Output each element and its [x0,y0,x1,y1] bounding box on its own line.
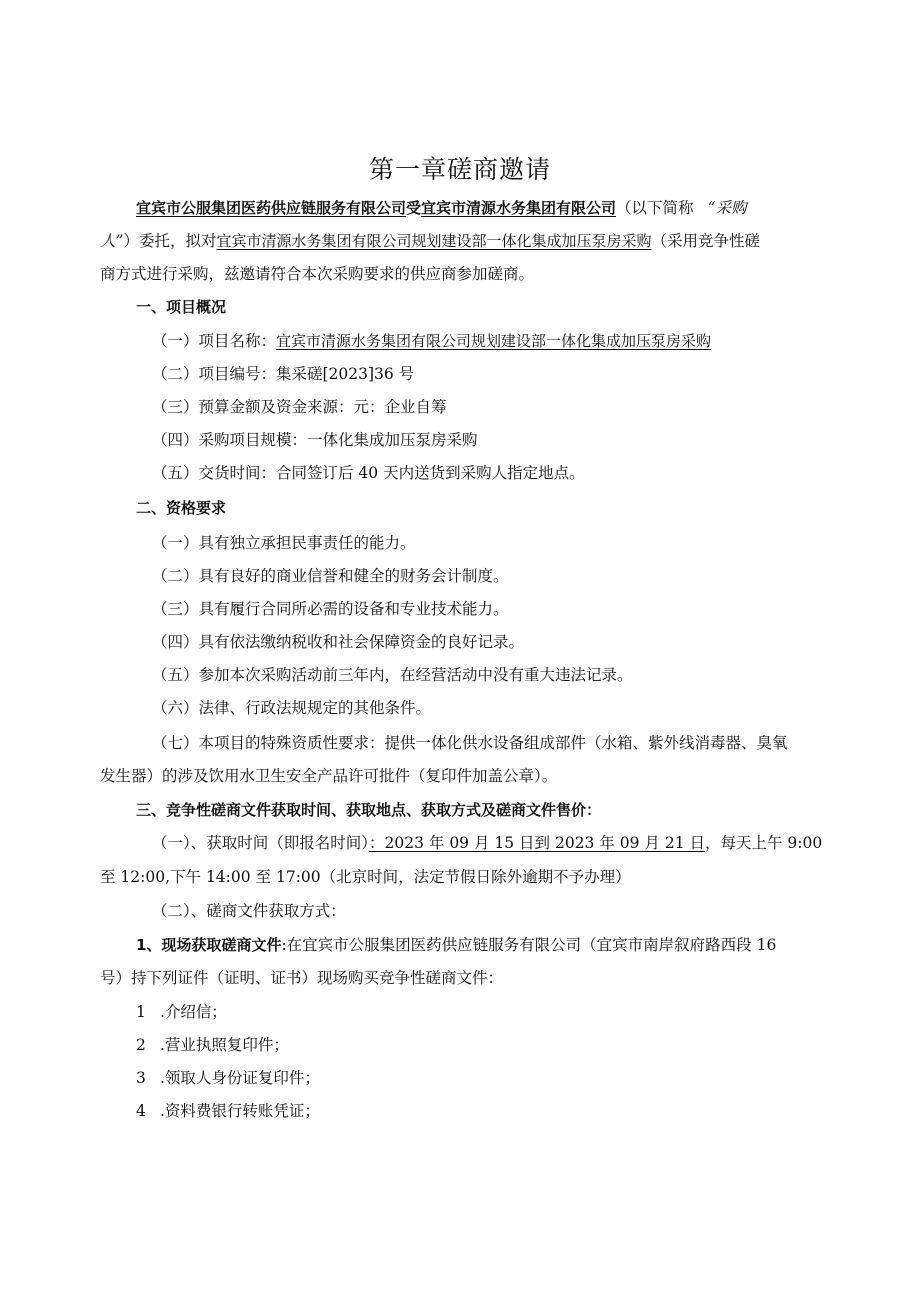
doc-item [136,1034,842,1056]
onsite-text-1: :在宜宾市公服集团医药供应链服务有限公司（宜宾市南岸叙府路西段 16 [281,936,777,954]
section2-heading: 二、资格要求 [136,499,227,517]
section1-item3: （三）预算金额及资金来源：元：企业自筹 [152,398,447,416]
section2-item5: （五）参加本次采购活动前三年内，在经营活动中没有重大违法记录。 [152,666,633,684]
section3-onsite-line2: 号）持下列证件（证明、证书）现场购买竞争性磋商文件： [100,969,504,987]
doc-item [136,1100,842,1122]
section1-item4: （四）采购项目规模：一体化集成加压泵房采购 [152,431,478,449]
time-rest-1: ，每天上午 9:00 [705,834,823,852]
time-label: （一）、获取时间（即报名时间） [152,834,370,852]
section2-item4: （四）具有依法缴纳税收和社会保障资金的良好记录。 [152,633,525,651]
section2-item6: （六）法律、行政法规规定的其他条件。 [152,699,432,717]
section3-time-line1 [152,832,842,854]
abbr-quote-2: 人” [100,232,124,250]
section2-item7-line2: 发生器）的涉及饮用水卫生安全产品许可批件（复印件加盖公章）。 [100,767,558,785]
section2-item3: （三）具有履行合同所必需的设备和专业技术能力。 [152,600,509,618]
section2-item7-line1: （七）本项目的特殊资质性要求：提供一体化供水设备组成部件（水箱、紫外线消毒器、臭氧 [152,734,788,752]
section1-item2: （二）项目编号：集采磋[2023]36 号 [152,365,415,383]
section1-heading: 一、项目概况 [136,298,227,316]
project-name: 宜宾市清源水务集团有限公司规划建设部一体化集成加压泵房采购 [216,232,652,250]
section2-item2: （二）具有良好的商业信誉和健全的财务会计制度。 [152,567,509,585]
entrust-word: 受 [406,199,422,217]
page-title: 第一章磋商邀请 [368,155,551,184]
doc-item [136,1067,842,1089]
purchaser-agent: 宜宾市公服集团医药供应链服务有限公司 [136,199,407,217]
section3-method-label: （二）、磋商文件获取方式： [152,902,346,920]
intro-line-3: 商方式进行采购，兹邀请符合本次采购要求的供应商参加磋商。 [100,265,535,283]
project-name-value: 宜宾市清源水务集团有限公司规划建设部一体化集成加压泵房采购 [276,332,712,350]
section1-item5: （五）交货时间：合同签订后 40 天内送货到采购人指定地点。 [152,464,585,482]
section3-onsite-line1 [136,934,842,956]
abbr-quote-1: “采购 [707,199,747,217]
doc-item-number: 2 [136,1036,146,1054]
entrust-post: ）委托，拟对 [123,232,217,250]
intro-line-1 [136,197,842,219]
section1-item1 [152,330,842,352]
doc-item-number: 4 [136,1102,146,1120]
doc-item-text: .介绍信； [160,1003,227,1021]
method-1: （采用竞争性磋 [651,232,760,250]
doc-item-number: 1 [136,1003,146,1021]
time-value: ：2023 年 09 月 15 日到 2023 年 09 月 21 日 [369,834,705,852]
section3-heading: 三、竞争性磋商文件获取时间、获取地点、获取方式及磋商文件售价： [136,801,602,819]
intro-line-2 [100,230,842,252]
doc-item-text: .资料费银行转账凭证； [160,1102,320,1120]
onsite-label: 1、现场获取磋商文件 [136,936,282,954]
purchaser-name: 宜宾市清源水务集团有限公司 [421,199,617,217]
section2-item1: （一）具有独立承担民事责任的能力。 [152,534,416,552]
doc-item-text: .营业执照复印件； [160,1036,289,1054]
section3-time-line2: 至 12:00,下午 14:00 至 17:00（北京时间，法定节假日除外逾期不予办理） [100,868,631,886]
doc-item-number: 3 [136,1069,146,1087]
doc-item [136,1001,842,1023]
project-name-label: （一）项目名称： [152,332,277,350]
doc-item-text: .领取人身份证复印件； [160,1069,320,1087]
abbr-pre: （以下简称 [616,199,694,217]
